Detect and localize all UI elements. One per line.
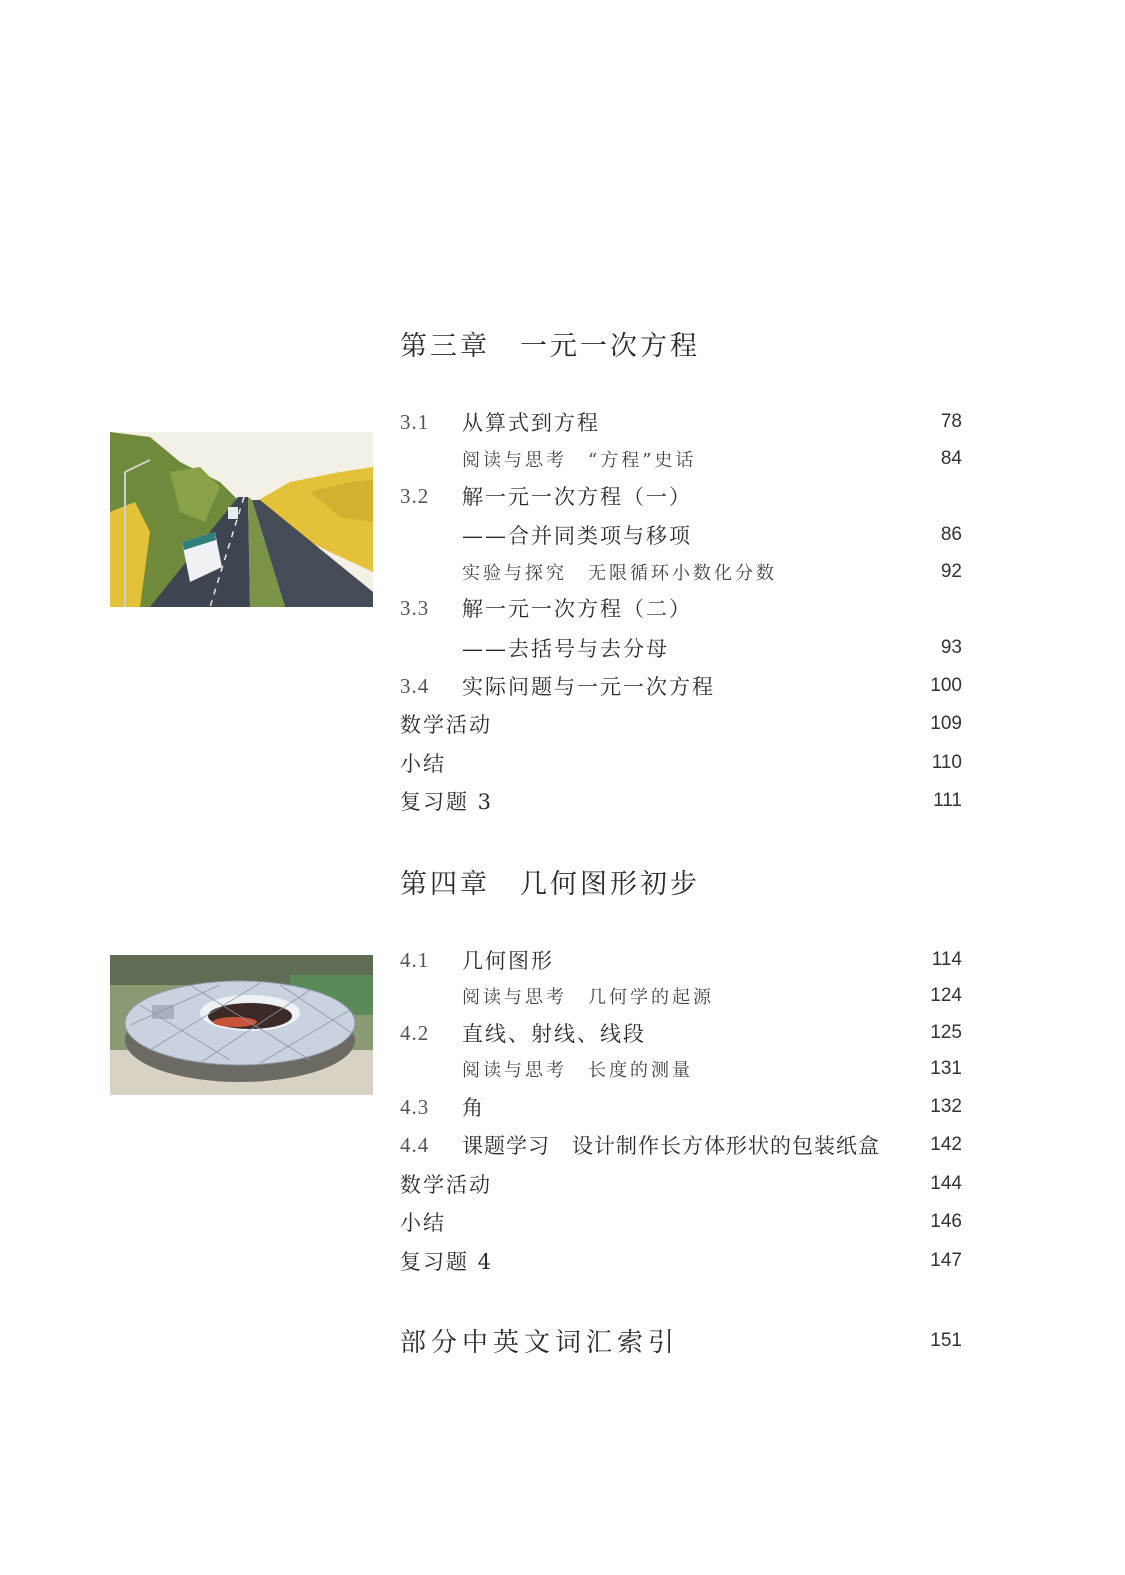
chapter-4-name: 几何图形初步 bbox=[520, 869, 700, 900]
chapter-4-prefix: 第四章 bbox=[400, 869, 490, 900]
section-number: 4.2 bbox=[400, 1020, 430, 1045]
entry-label: 角 bbox=[462, 1096, 485, 1120]
entry-label: ——去括号与去分母 bbox=[462, 637, 669, 661]
page-number: 147 bbox=[930, 1250, 962, 1271]
entry-label: 从算式到方程 bbox=[462, 411, 600, 435]
page-number: 111 bbox=[933, 790, 962, 811]
toc-entry-3-4[interactable] bbox=[400, 668, 962, 704]
entry-label: ——合并同类项与移项 bbox=[462, 524, 692, 548]
toc-entry-vocabulary-index[interactable] bbox=[400, 1322, 962, 1359]
toc-entry-reading-length-measure[interactable] bbox=[400, 1051, 962, 1087]
entry-label: 小结 bbox=[400, 1211, 446, 1235]
toc-entry-4-2[interactable] bbox=[400, 1015, 962, 1051]
toc-entry-reading-fangcheng[interactable] bbox=[400, 441, 962, 477]
entry-label: 阅读与思考 几何学的起源 bbox=[462, 987, 714, 1008]
page-number: 142 bbox=[930, 1134, 962, 1155]
toc-entry-3-1[interactable] bbox=[400, 404, 962, 440]
toc-entry-summary-3[interactable] bbox=[400, 745, 962, 781]
entry-label: 复习题 3 bbox=[400, 790, 494, 814]
page-number: 86 bbox=[940, 524, 962, 545]
page-number: 132 bbox=[930, 1096, 962, 1117]
toc-entry-math-activity-4[interactable] bbox=[400, 1166, 962, 1202]
chapter-3-title bbox=[400, 324, 700, 363]
toc-entry-math-activity-3[interactable] bbox=[400, 706, 962, 742]
entry-label: 解一元一次方程（二） bbox=[462, 597, 692, 621]
toc-entry-summary-4[interactable] bbox=[400, 1204, 962, 1240]
toc-entry-experiment[interactable] bbox=[400, 554, 962, 590]
page-number: 109 bbox=[930, 713, 962, 734]
page-number: 151 bbox=[930, 1329, 962, 1351]
toc-entry-4-4[interactable] bbox=[400, 1127, 962, 1163]
page-number: 144 bbox=[930, 1173, 962, 1194]
toc-entry-review-3[interactable] bbox=[400, 783, 962, 819]
page-number: 125 bbox=[930, 1022, 962, 1043]
entry-label: 阅读与思考 长度的测量 bbox=[462, 1060, 693, 1081]
section-number: 3.1 bbox=[400, 409, 430, 434]
page-number: 93 bbox=[940, 637, 962, 658]
section-number: 3.2 bbox=[400, 483, 430, 508]
entry-label: 课题学习 设计制作长方体形状的包装纸盒 bbox=[462, 1134, 880, 1158]
toc-entry-3-2-subtitle[interactable] bbox=[400, 517, 962, 553]
chapter-3-name: 一元一次方程 bbox=[520, 331, 700, 362]
page-number: 100 bbox=[930, 675, 962, 696]
section-number: 4.3 bbox=[400, 1094, 430, 1119]
chapter-4-title bbox=[400, 862, 700, 901]
toc-entry-reading-geometry-origin[interactable] bbox=[400, 978, 962, 1014]
entry-label: 实验与探究 无限循环小数化分数 bbox=[462, 563, 777, 584]
toc-entry-4-3[interactable] bbox=[400, 1089, 962, 1125]
page-number: 146 bbox=[930, 1211, 962, 1232]
page-number: 124 bbox=[930, 985, 962, 1006]
toc-entry-3-3-subtitle[interactable] bbox=[400, 630, 962, 666]
entry-label: 实际问题与一元一次方程 bbox=[462, 675, 715, 699]
entry-label: 小结 bbox=[400, 752, 446, 776]
page-number: 84 bbox=[940, 448, 962, 469]
section-number: 4.1 bbox=[400, 947, 430, 972]
toc-entry-3-2[interactable] bbox=[400, 478, 962, 514]
entry-label: 阅读与思考 “方程”史话 bbox=[462, 450, 697, 471]
entry-label: 部分中英文词汇索引 bbox=[400, 1328, 680, 1358]
chapter-3-prefix: 第三章 bbox=[400, 331, 490, 362]
entry-label: 复习题 4 bbox=[400, 1250, 494, 1274]
entry-label: 直线、射线、线段 bbox=[462, 1022, 646, 1046]
toc-entry-3-3[interactable] bbox=[400, 590, 962, 626]
toc-entry-4-1[interactable] bbox=[400, 942, 962, 978]
toc-entry-review-4[interactable] bbox=[400, 1243, 962, 1279]
page-number: 114 bbox=[931, 949, 962, 970]
highway-bus-photo bbox=[110, 432, 373, 607]
section-number: 4.4 bbox=[400, 1132, 430, 1157]
section-number: 3.3 bbox=[400, 595, 430, 620]
page-number: 131 bbox=[930, 1058, 962, 1079]
entry-label: 几何图形 bbox=[462, 949, 554, 973]
page-number: 92 bbox=[940, 561, 962, 582]
page-number: 110 bbox=[931, 752, 962, 773]
entry-label: 数学活动 bbox=[400, 713, 492, 737]
birds-nest-stadium-photo bbox=[110, 955, 373, 1095]
page-number: 78 bbox=[940, 411, 962, 432]
section-number: 3.4 bbox=[400, 673, 430, 698]
entry-label: 数学活动 bbox=[400, 1173, 492, 1197]
entry-label: 解一元一次方程（一） bbox=[462, 485, 692, 509]
